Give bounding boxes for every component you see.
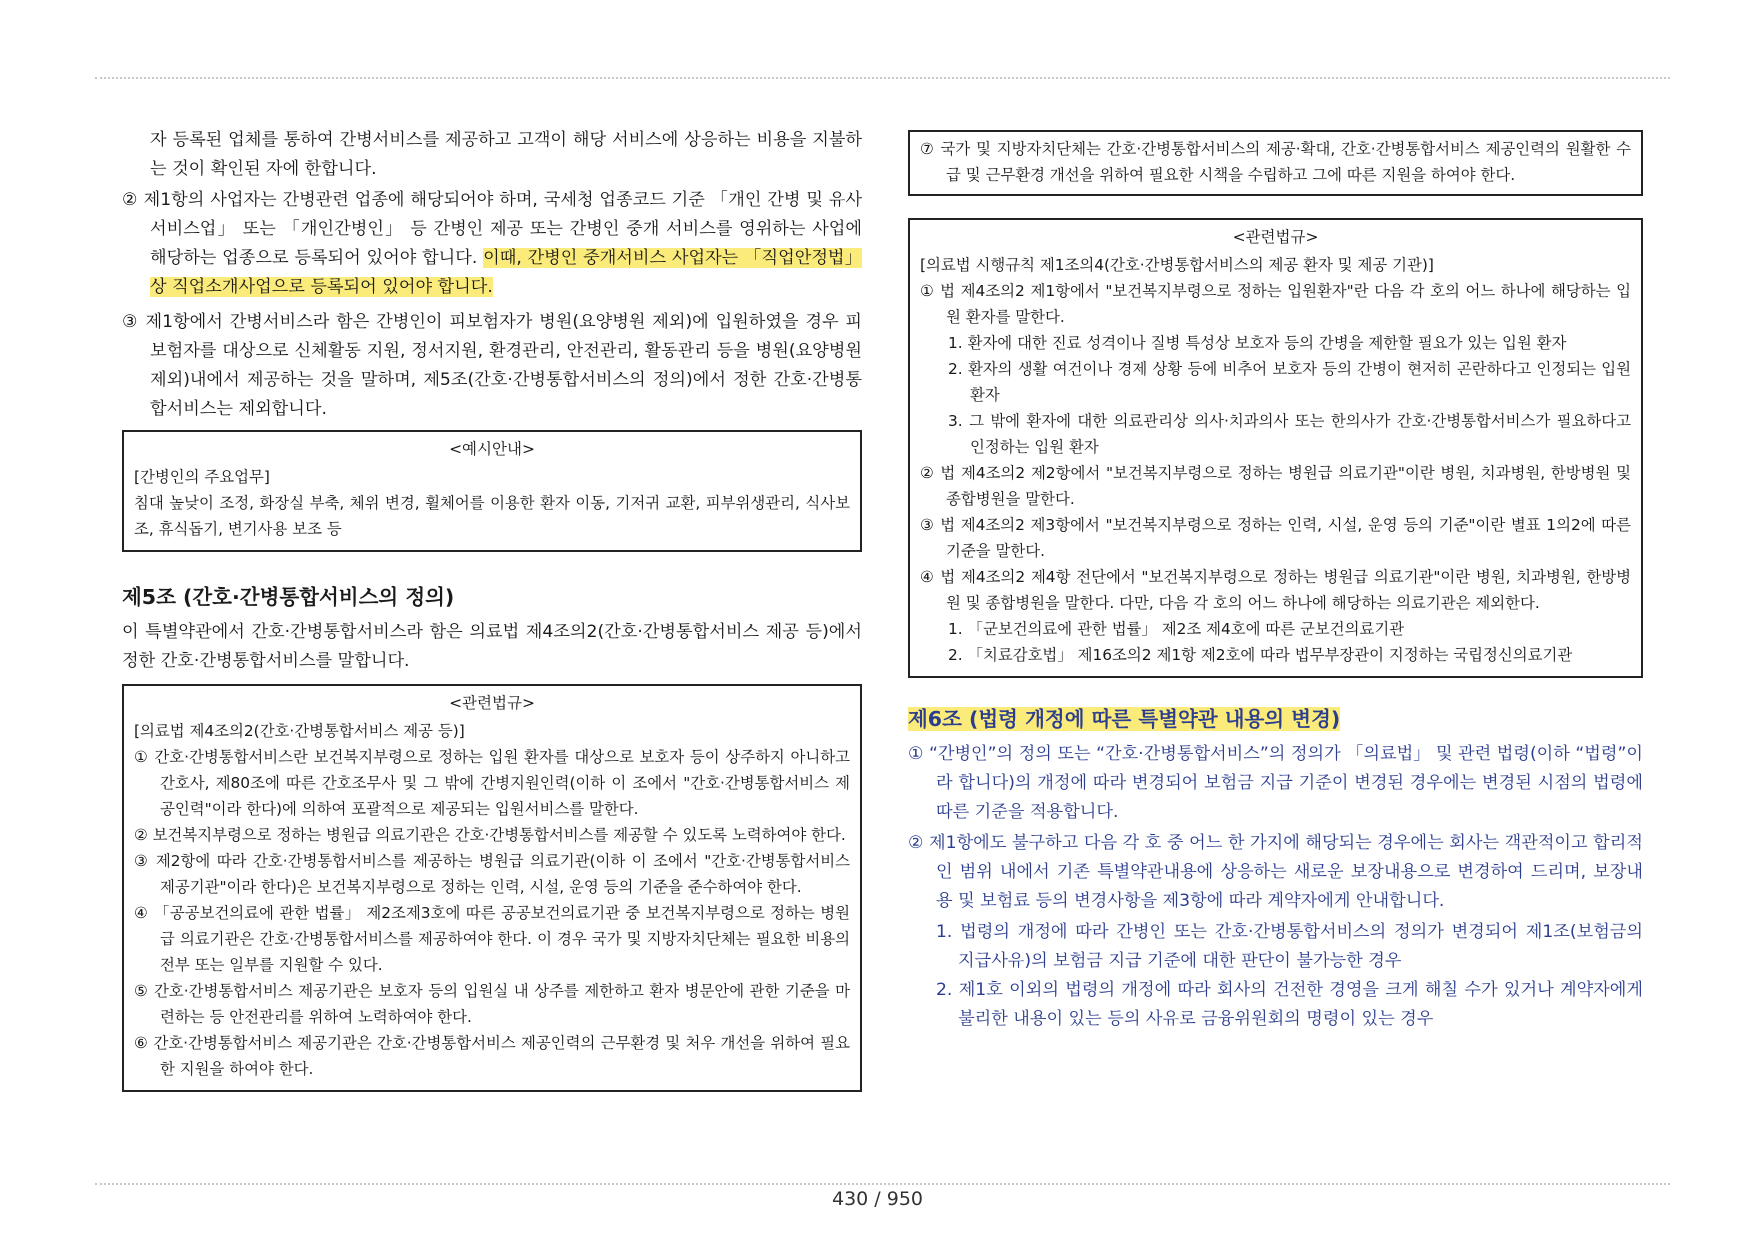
intro-paragraph: 자 등록된 업체를 통하여 간병서비스를 제공하고 고객이 해당 서비스에 상응하는 비용을 지불하는 것이 확인된 자에 한합니다.: [150, 130, 862, 179]
item-7-box: [908, 130, 1643, 196]
reg-item-4-sub-1: 1. 「군보건의료에 관한 법률」 제2조 제4호에 따른 군보건의료기관: [948, 620, 1405, 638]
article-6-sub-2: 2. 제1호 이외의 법령의 개정에 따라 회사의 건전한 경영을 크게 해칠 수가 있거나 계약자에게 불리한 내용이 있는 등의 사유로 금융위원회의 명령이 있는 경우: [936, 980, 1643, 1029]
reg-item-4: ④ 법 제4조의2 제4항 전단에서 "보건복지부령으로 정하는 병원급 의료기관"이란 병원, 치과병원, 한방병원 및 종합병원을 말한다. 다만, 다음 각 호의 어느 하나에 해당하는 의료기관은 제외한다.: [920, 568, 1631, 612]
article-6-body: [908, 740, 1643, 1034]
clause-2: [122, 186, 862, 302]
law-item-4: ④ 「공공보건의료에 관한 법률」 제2조제3호에 따른 공공보건의료기관 중 보건복지부령으로 정하는 병원급 의료기관은 간호·간병통합서비스를 제공하여야 한다. 이 경우 국가 및 지방자치단체는 필요한 비용의 전부 또는 일부를 지원할 수 있다.: [134, 904, 850, 974]
page-number: 430 / 950: [831, 1188, 923, 1210]
law-item-3: ③ 제2항에 따라 간호·간병통합서비스를 제공하는 병원급 의료기관(이하 이 조에서 "간호·간병통합서비스 제공기관"이라 한다)은 보건복지부령으로 정하는 인력, 시설, 운영 등의 기준을 준수하여야 한다.: [134, 852, 850, 896]
reg-item-3: ③ 법 제4조의2 제3항에서 "보건복지부령으로 정하는 인력, 시설, 운영 등의 기준"이란 별표 1의2에 따른 기준을 말한다.: [920, 516, 1631, 560]
right-column: [908, 130, 1643, 1034]
article-6-title-text: 제6조 (법령 개정에 따른 특별약관 내용의 변경): [908, 707, 1341, 731]
example-box: [122, 430, 862, 552]
article-6-item-2: ② 제1항에도 불구하고 다음 각 호 중 어느 한 가지에 해당되는 경우에는 회사는 객관적이고 합리적인 범위 내에서 기존 특별약관내용에 상응하는 새로운 보장내용으로 변경하여 드리며, 보장내용 및 보험료 등의 변경사항을 제3항에 따라 계약자에게 안내합니다.: [908, 833, 1643, 911]
clause-2-highlight: 이때, 간병인 중개서비스 사업자는 「직업안정법」상 직업소개사업으로 등록되어 있어야 합니다.: [150, 248, 863, 297]
law-box-article-5: [122, 684, 862, 1092]
reg-item-1-sub-1: 1. 환자에 대한 진료 성격이나 질병 특성상 보호자 등의 간병을 제한할 필요가 있는 입원 환자: [948, 334, 1567, 352]
law-item-7: ⑦ 국가 및 지방자치단체는 간호·간병통합서비스의 제공·확대, 간호·간병통합서비스 제공인력의 원활한 수급 및 근무환경 개선을 위하여 필요한 시책을 수립하고 그에 따른 지원을 하여야 한다.: [920, 140, 1631, 184]
article-6-item-1: ① “간병인”의 정의 또는 “간호·간병통합서비스”의 정의가 「의료법」 및 관련 법령(이하 “법령”이라 합니다)의 개정에 따라 변경되어 보험금 지급 기준이 변경된 경우에는 변경된 시점의 법령에 따른 기준을 적용합니다.: [908, 744, 1643, 822]
article-5-title: 제5조 (간호·간병통합서비스의 정의): [122, 585, 455, 609]
law-box-regulation: [908, 218, 1643, 678]
law-box2-heading: [의료법 시행규칙 제1조의4(간호·간병통합서비스의 제공 환자 및 제공 기관)]: [920, 256, 1434, 274]
reg-item-1-sub-2: 2. 환자의 생활 여건이나 경제 상황 등에 비추어 보호자 등의 간병이 현저히 곤란하다고 인정되는 입원환자: [948, 360, 1631, 404]
law-item-2: ② 보건복지부령으로 정하는 병원급 의료기관은 간호·간병통합서비스를 제공할 수 있도록 노력하여야 한다.: [134, 826, 846, 844]
reg-item-1: ① 법 제4조의2 제1항에서 "보건복지부령으로 정하는 입원환자"란 다음 각 호의 어느 하나에 해당하는 입원 환자를 말한다.: [920, 282, 1631, 326]
law-item-6: ⑥ 간호·간병통합서비스 제공기관은 간호·간병통합서비스 제공인력의 근무환경 및 처우 개선을 위하여 필요한 지원을 하여야 한다.: [134, 1034, 850, 1078]
left-column: [122, 126, 862, 1092]
reg-item-1-sub-3: 3. 그 밖에 환자에 대한 의료관리상 의사·치과의사 또는 한의사가 간호·간병통합서비스가 필요하다고 인정하는 입원 환자: [948, 412, 1631, 456]
clause-3: ③ 제1항에서 간병서비스라 함은 간병인이 피보험자가 병원(요양병원 제외)에 입원하였을 경우 피보험자를 대상으로 신체활동 지원, 정서지원, 환경관리, 안전관리, 활동관리 등을 병원(요양병원 제외)내에서 제공하는 것을 말하며, 제5조(간호·간병통합서비스의 정의)에서 정한 간호·간병통합서비스는 제외합니다.: [122, 312, 862, 419]
bottom-divider: [95, 1183, 1670, 1185]
law-item-1: ① 간호·간병통합서비스란 보건복지부령으로 정하는 입원 환자를 대상으로 보호자 등이 상주하지 아니하고 간호사, 제80조에 따른 간호조무사 및 그 밖에 간병지원인력(이하 이 조에서 "간호·간병통합서비스 제공인력"이라 한다)에 의하여 포괄적으로 제공되는 입원서비스를 말한다.: [134, 748, 850, 818]
law-item-5: ⑤ 간호·간병통합서비스 제공기관은 보호자 등의 입원실 내 상주를 제한하고 환자 병문안에 관한 기준을 마련하는 등 안전관리를 위하여 노력하여야 한다.: [134, 982, 850, 1026]
law-box-heading: [의료법 제4조의2(간호·간병통합서비스 제공 등)]: [134, 722, 465, 740]
reg-item-4-sub-2: 2. 「치료감호법」 제16조의2 제1항 제2호에 따라 법무부장관이 지정하는 국립정신의료기관: [948, 646, 1573, 664]
law-box2-title: <관련법규>: [1232, 228, 1319, 246]
example-box-body: 침대 높낮이 조정, 화장실 부축, 체위 변경, 휠체어를 이용한 환자 이동, 기저귀 교환, 피부위생관리, 식사보조, 휴식돕기, 변기사용 보조 등: [134, 494, 850, 538]
top-divider: [95, 77, 1670, 79]
article-5-body: 이 특별약관에서 간호·간병통합서비스라 함은 의료법 제4조의2(간호·간병통합서비스 제공 등)에서 정한 간호·간병통합서비스를 말합니다.: [122, 622, 862, 671]
example-box-title: <예시안내>: [449, 440, 535, 458]
example-box-heading: [간병인의 주요업무]: [134, 468, 270, 486]
article-6-title: [908, 704, 1643, 734]
clause-2-text: ② 제1항의 사업자는 간병관련 업종에 해당되어야 하며, 국세청 업종코드 기준 「개인 간병 및 유사 서비스업」 또는 「개인간병인」 등 간병인 제공 또는 간병인 중개 서비스를 영위하는 사업에 해당하는 업종으로 등록되어 있어야 합니다.: [122, 190, 862, 268]
reg-item-2: ② 법 제4조의2 제2항에서 "보건복지부령으로 정하는 병원급 의료기관"이란 병원, 치과병원, 한방병원 및 종합병원을 말한다.: [920, 464, 1631, 508]
law-box-title: <관련법규>: [449, 694, 535, 712]
article-6-sub-1: 1. 법령의 개정에 따라 간병인 또는 간호·간병통합서비스의 정의가 변경되어 제1조(보험금의 지급사유)의 보험금 지급 기준에 대한 판단이 불가능한 경우: [936, 922, 1643, 971]
